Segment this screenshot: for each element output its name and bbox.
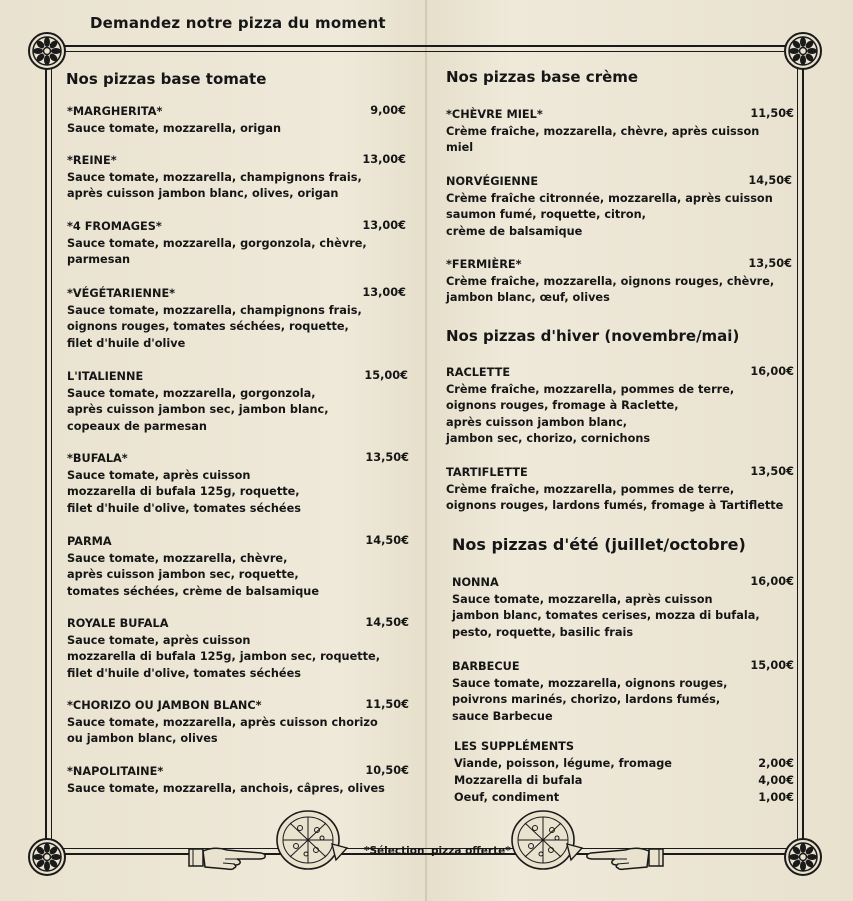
item-price: 11,50€ xyxy=(365,698,409,711)
item-price: 16,00€ xyxy=(750,575,794,588)
menu-item-parma: PARMA Sauce tomate, mozzarella, chèvre, après cuisson jambon sec, roquette, tomates séchées, crème de balsamique xyxy=(67,535,320,598)
menu-item-margherita: *MARGHERITA* Sauce tomate, mozzarella, origan xyxy=(67,105,282,135)
menu-item-fermiere: *FERMIÈRE* Crème fraîche, mozzarella, oignons rouges, chèvre, jambon blanc, œuf, olives xyxy=(446,258,775,305)
menu-item-napolitaine: *NAPOLITAINE* Sauce tomate, mozzarella, anchois, câpres, olives xyxy=(67,765,385,795)
pointing-hand-icon xyxy=(583,842,665,872)
rosette-icon xyxy=(27,31,67,71)
section-title-tomate: Nos pizzas base tomate xyxy=(66,70,267,88)
rosette-icon xyxy=(783,837,823,877)
supplement-label: Viande, poisson, légume, fromage xyxy=(454,757,672,770)
menu-item-tartiflette: TARTIFLETTE Crème fraîche, mozzarella, pommes de terre, oignons rouges, lardons fumés, fromage à Tartiflette xyxy=(446,466,784,513)
item-price: 11,50€ xyxy=(750,107,794,120)
menu-item-royale-bufala: ROYALE BUFALA Sauce tomate, après cuisson mozzarella di bufala 125g, jambon sec, roquette, filet d'huile d'olive, tomates séchées xyxy=(67,617,380,680)
menu-item-vegetarienne: *VÉGÉTARIENNE* Sauce tomate, mozzarella, champignons frais, oignons rouges, tomates séchées, roquette, filet d'huile d'olive xyxy=(67,287,362,350)
item-price: 9,00€ xyxy=(370,104,406,117)
menu-item-reine: *REINE* Sauce tomate, mozzarella, champignons frais, après cuisson jambon blanc, olives, origan xyxy=(67,154,362,201)
supplement-label: Oeuf, condiment xyxy=(454,791,560,804)
menu-item-nonna: NONNA Sauce tomate, mozzarella, après cuisson jambon blanc, tomates cerises, mozza di bufala, pesto, roquette, basilic frais xyxy=(452,576,760,639)
menu-item-raclette: RACLETTE Crème fraîche, mozzarella, pommes de terre, oignons rouges, fromage à Raclette, après cuisson jambon blanc, jambon sec, chorizo, cornichons xyxy=(446,366,735,446)
footer-note-left: *Sélection xyxy=(364,845,425,857)
pizza-icon xyxy=(272,808,350,872)
pointing-hand-icon xyxy=(187,842,269,872)
item-price: 13,50€ xyxy=(748,257,792,270)
item-price: 10,50€ xyxy=(365,764,409,777)
menu-item-bufala: *BUFALA* Sauce tomate, après cuisson mozzarella di bufala 125g, roquette, filet d'huile d'olive, tomates séchées xyxy=(67,452,301,515)
section-title-creme: Nos pizzas base crème xyxy=(446,68,639,86)
section-title-ete: Nos pizzas d'été (juillet/octobre) xyxy=(452,535,746,554)
supplement-price: 2,00€ xyxy=(758,757,794,770)
supplements-title: LES SUPPLÉMENTS xyxy=(454,740,575,753)
supplement-price: 4,00€ xyxy=(758,774,794,787)
menu-headline: Demandez notre pizza du moment xyxy=(90,14,386,32)
rosette-icon xyxy=(783,31,823,71)
item-price: 14,50€ xyxy=(365,534,409,547)
menu-item-italienne: L'ITALIENNE Sauce tomate, mozzarella, gorgonzola, après cuisson jambon sec, jambon blanc, copeaux de parmesan xyxy=(67,370,329,433)
item-price: 15,00€ xyxy=(750,659,794,672)
item-price: 16,00€ xyxy=(750,365,794,378)
footer-note-right: pizza offerte* xyxy=(431,845,511,857)
item-price: 13,00€ xyxy=(362,286,406,299)
rosette-icon xyxy=(27,837,67,877)
item-price: 13,00€ xyxy=(362,153,406,166)
item-price: 13,50€ xyxy=(365,451,409,464)
item-price: 13,50€ xyxy=(750,465,794,478)
section-title-hiver: Nos pizzas d'hiver (novembre/mai) xyxy=(446,327,740,345)
item-price: 14,50€ xyxy=(748,174,792,187)
menu-item-barbecue: BARBECUE Sauce tomate, mozzarella, oignons rouges, poivrons marinés, chorizo, lardons fumés, sauce Barbecue xyxy=(452,660,728,723)
pizza-icon xyxy=(507,808,585,872)
menu-item-norvegienne: NORVÉGIENNE Crème fraîche citronnée, mozzarella, après cuisson saumon fumé, roquette, citron, crème de balsamique xyxy=(446,175,773,238)
menu-item-chevre-miel: *CHÈVRE MIEL* Crème fraîche, mozzarella, chèvre, après cuisson miel xyxy=(446,108,760,155)
item-price: 15,00€ xyxy=(364,369,408,382)
menu-item-4-fromages: *4 FROMAGES* Sauce tomate, mozzarella, gorgonzola, chèvre, parmesan xyxy=(67,220,367,267)
menu-item-chorizo-jambon: *CHORIZO OU JAMBON BLANC* Sauce tomate, mozzarella, après cuisson chorizo ou jambon blanc, olives xyxy=(67,699,378,746)
supplement-label: Mozzarella di bufala xyxy=(454,774,583,787)
supplement-price: 1,00€ xyxy=(758,791,794,804)
item-price: 13,00€ xyxy=(362,219,406,232)
item-price: 14,50€ xyxy=(365,616,409,629)
